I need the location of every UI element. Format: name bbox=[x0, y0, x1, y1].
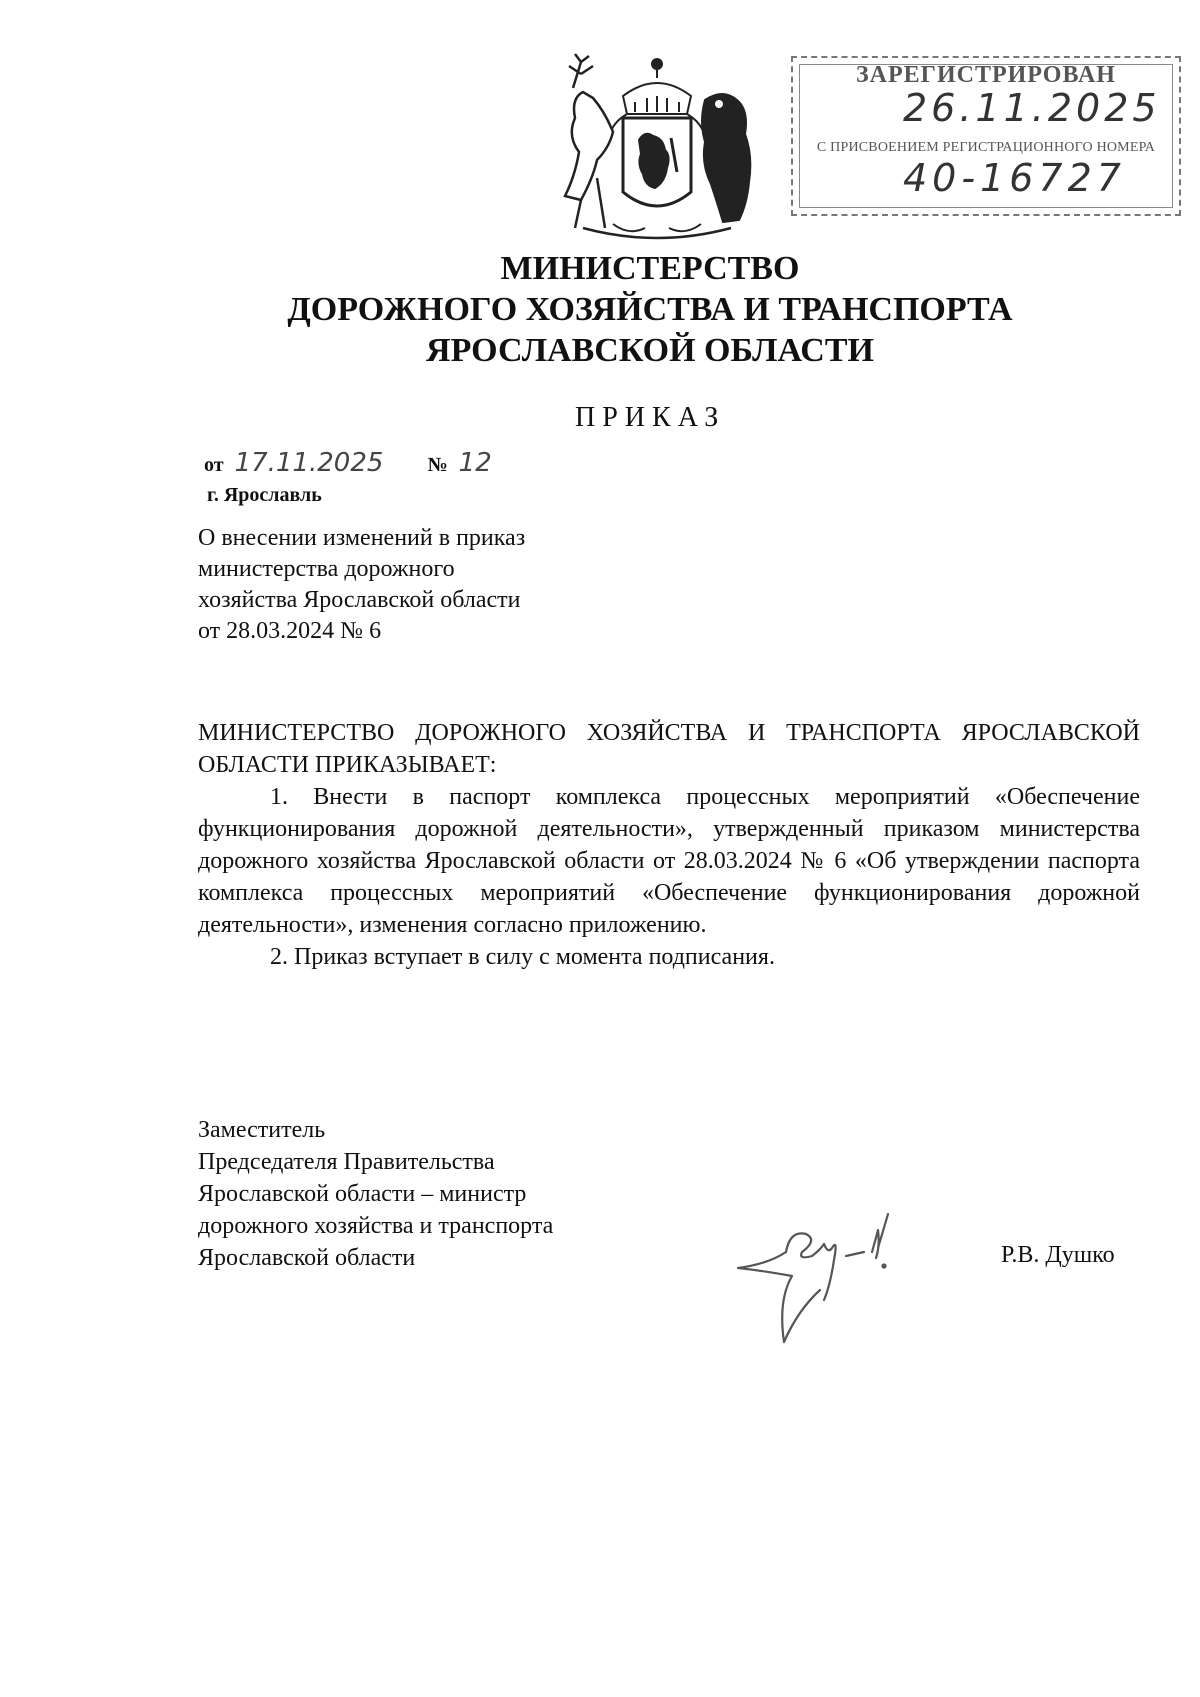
signatory-line: Ярославской области – министр bbox=[198, 1181, 527, 1207]
signatory-name: Р.В. Душко bbox=[1001, 1242, 1115, 1268]
coat-of-arms-icon bbox=[553, 52, 761, 242]
order-date-number-line bbox=[204, 448, 492, 478]
subject-line: от 28.03.2024 № 6 bbox=[198, 618, 382, 644]
order-from-label: от bbox=[204, 454, 224, 476]
order-subject bbox=[198, 523, 525, 647]
order-preamble: МИНИСТЕРСТВО ДОРОЖНОГО ХОЗЯЙСТВА И ТРАНСПОРТА ЯРОСЛАВСКОЙ ОБЛАСТИ ПРИКАЗЫВАЕТ: bbox=[198, 720, 1140, 778]
order-number: 12 bbox=[458, 448, 492, 478]
signatory-line: Заместитель bbox=[198, 1117, 326, 1143]
order-title: ПРИКАЗ bbox=[575, 402, 726, 433]
handwritten-signature-icon bbox=[728, 1190, 948, 1350]
order-number-label: № bbox=[427, 454, 448, 476]
ministry-header-line: ДОРОЖНОГО ХОЗЯЙСТВА И ТРАНСПОРТА bbox=[287, 291, 1013, 328]
stamp-number: 40-16727 bbox=[903, 156, 1126, 200]
stamp-date: 26.11.2025 bbox=[903, 86, 1161, 130]
ministry-header-line: ЯРОСЛАВСКОЙ ОБЛАСТИ bbox=[426, 332, 874, 369]
signatory-line: дорожного хозяйства и транспорта bbox=[198, 1213, 554, 1239]
ministry-header bbox=[0, 248, 1200, 371]
order-item-2: 2. Приказ вступает в силу с момента подписания. bbox=[270, 944, 775, 970]
subject-line: хозяйства Ярославской области bbox=[198, 587, 521, 613]
signatory-line: Председателя Правительства bbox=[198, 1149, 495, 1175]
order-item-1: 1. Внести в паспорт комплекса процессных мероприятий «Обеспечение функционирования дорожной деятельности», утвержденный приказом министерства дорожного хозяйства Ярославской области от 28.03.2024 № 6 «Об утверждении паспорта комплекса процессных мероприятий «Обеспечение функционирования дорожной деятельности», изменения согласно приложению. bbox=[198, 784, 1140, 938]
order-body bbox=[198, 717, 1140, 973]
ministry-header-line: МИНИСТЕРСТВО bbox=[500, 250, 800, 287]
stamp-title: ЗАРЕГИСТРИРОВАН bbox=[856, 62, 1116, 88]
order-city: г. Ярославль bbox=[207, 484, 322, 506]
registration-stamp bbox=[791, 56, 1181, 216]
subject-line: министерства дорожного bbox=[198, 556, 455, 582]
signatory-title bbox=[198, 1114, 553, 1274]
subject-line: О внесении изменений в приказ bbox=[198, 525, 526, 551]
order-date: 17.11.2025 bbox=[234, 448, 384, 478]
signatory-line: Ярославской области bbox=[198, 1245, 416, 1271]
stamp-subtitle: С ПРИСВОЕНИЕМ РЕГИСТРАЦИОННОГО НОМЕРА bbox=[816, 140, 1156, 155]
